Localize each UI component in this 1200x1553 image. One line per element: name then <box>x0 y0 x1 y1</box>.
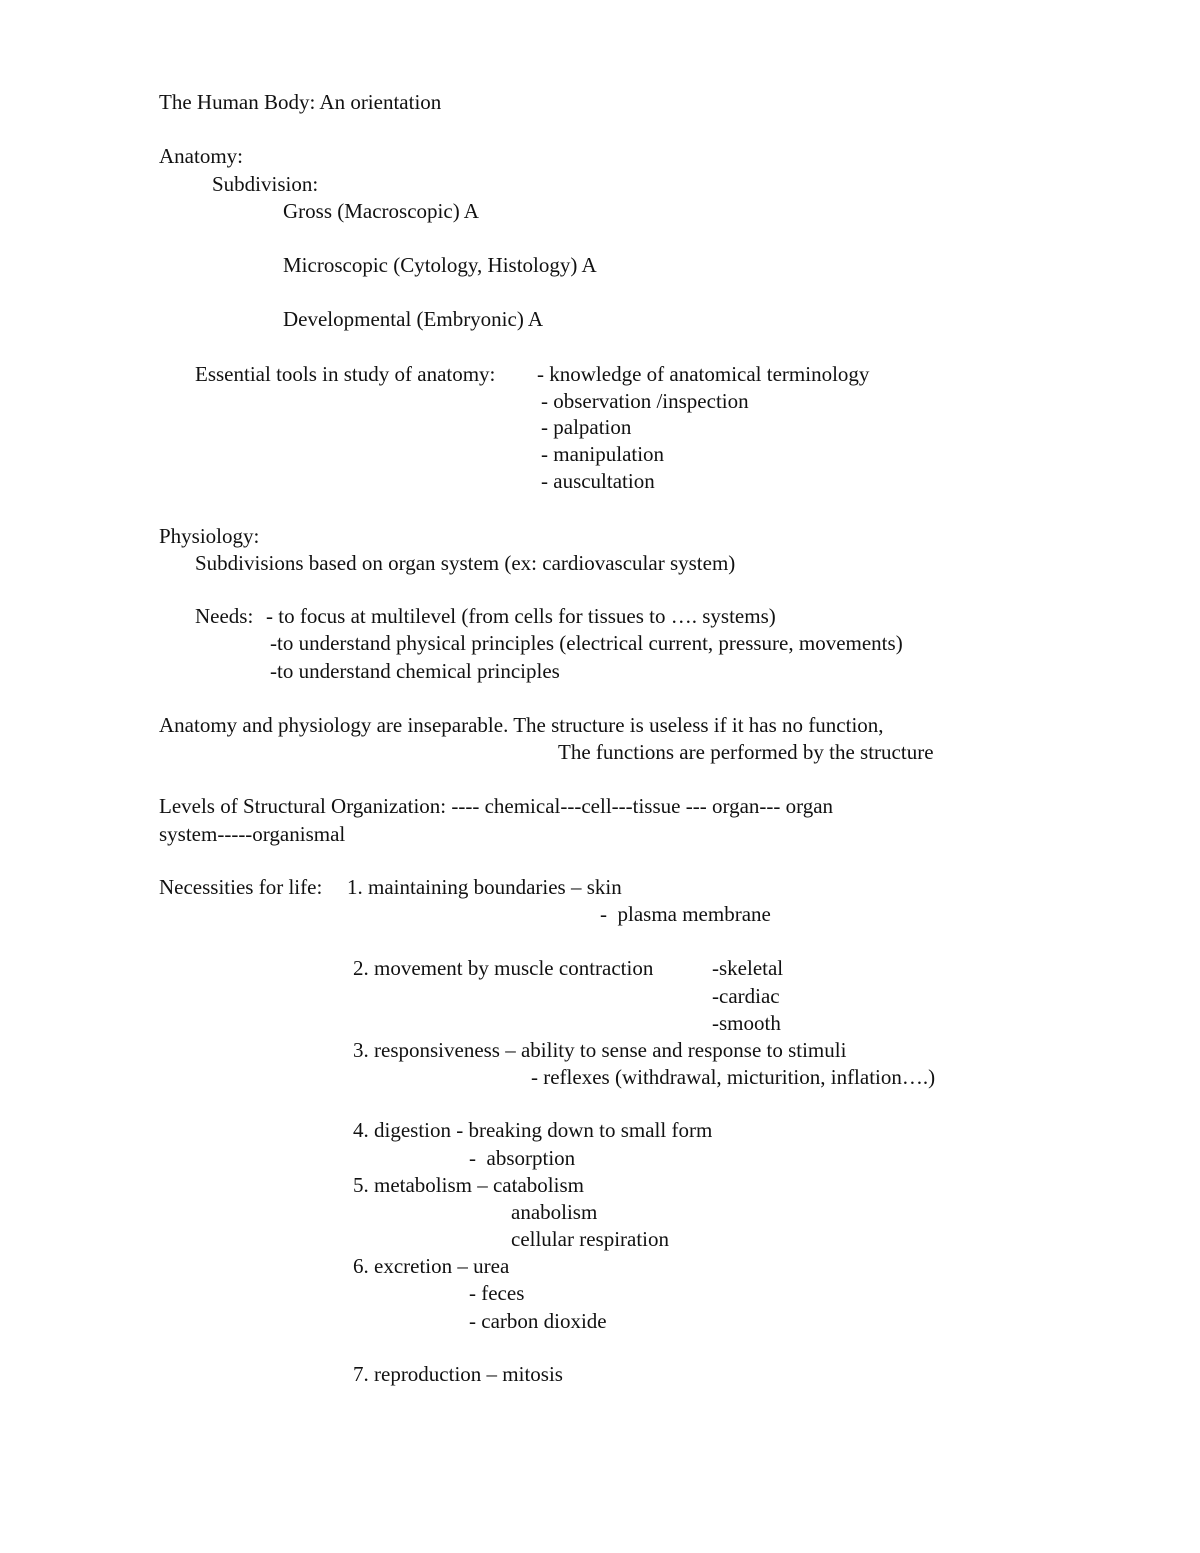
necessity-metabolism: 5. metabolism – catabolism <box>353 1173 584 1197</box>
needs-item: - to focus at multilevel (from cells for tissues to …. systems) <box>266 604 776 628</box>
document-title: The Human Body: An orientation <box>159 90 442 114</box>
excretion-detail: - feces <box>469 1281 525 1305</box>
responsiveness-detail: - reflexes (withdrawal, micturition, inflation….) <box>531 1065 936 1089</box>
tool-item: - palpation <box>541 415 632 439</box>
tool-item: - auscultation <box>541 469 655 493</box>
necessity-digestion: 4. digestion - breaking down to small form <box>353 1118 713 1142</box>
digestion-detail: - absorption <box>469 1146 576 1170</box>
subdivision-item-gross: Gross (Macroscopic) A <box>283 199 479 223</box>
needs-label: Needs: <box>195 604 254 628</box>
movement-type: -smooth <box>712 1011 781 1035</box>
physiology-heading: Physiology: <box>159 524 260 548</box>
movement-type: -skeletal <box>712 956 784 980</box>
tool-item: - knowledge of anatomical terminology <box>537 362 870 386</box>
metabolism-detail: anabolism <box>511 1200 598 1224</box>
necessities-label: Necessities for life: <box>159 875 323 899</box>
necessity-boundaries: 1. maintaining boundaries – skin <box>347 875 622 899</box>
necessity-responsiveness: 3. responsiveness – ability to sense and response to stimuli <box>353 1038 847 1062</box>
tool-item: - observation /inspection <box>541 389 749 413</box>
excretion-detail: - carbon dioxide <box>469 1309 607 1333</box>
subdivision-item-microscopic: Microscopic (Cytology, Histology) A <box>283 253 597 277</box>
subdivision-label: Subdivision: <box>212 172 319 196</box>
physiology-subdivisions: Subdivisions based on organ system (ex: cardiovascular system) <box>195 551 736 575</box>
movement-type: -cardiac <box>712 984 780 1008</box>
metabolism-detail: cellular respiration <box>511 1227 670 1251</box>
tools-label: Essential tools in study of anatomy: <box>195 362 496 386</box>
levels-statement-continued: system-----organismal <box>159 822 346 846</box>
subdivision-item-developmental: Developmental (Embryonic) A <box>283 307 544 331</box>
tool-item: - manipulation <box>541 442 665 466</box>
necessity-boundaries-detail: - plasma membrane <box>600 902 771 926</box>
anatomy-heading: Anatomy: <box>159 144 243 168</box>
inseparable-statement: Anatomy and physiology are inseparable. The structure is useless if it has no function, <box>159 713 884 737</box>
inseparable-statement-continued: The functions are performed by the structure <box>558 740 934 764</box>
necessity-excretion: 6. excretion – urea <box>353 1254 510 1278</box>
necessity-reproduction: 7. reproduction – mitosis <box>353 1362 563 1386</box>
needs-item: -to understand chemical principles <box>270 659 560 683</box>
levels-statement: Levels of Structural Organization: ---- chemical---cell---tissue --- organ--- organ <box>159 794 834 818</box>
needs-item: -to understand physical principles (electrical current, pressure, movements) <box>270 631 903 655</box>
necessity-movement: 2. movement by muscle contraction <box>353 956 654 980</box>
